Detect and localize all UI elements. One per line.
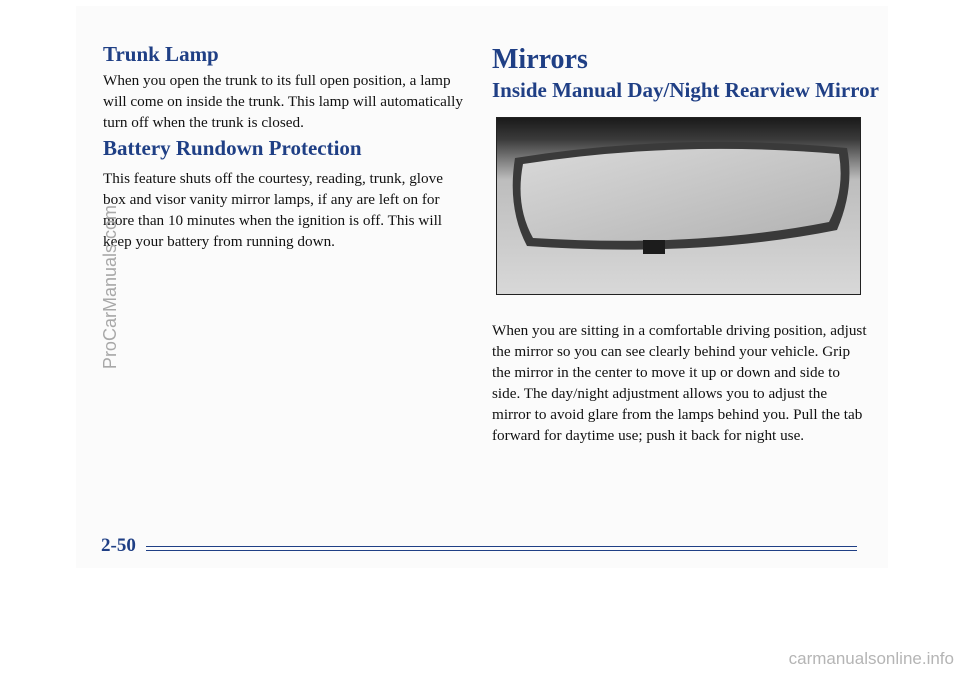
rearview-mirror-paragraph: When you are sitting in a comfortable driving position, adjust the mirror so you can see clearly behind your vehicle. Grip the mirror in the center to move it up or down and side to side. The day/night adjustment allows you to adjust the mirror to avoid glare from the lamps behind you. Pull the tab forward for daytime use; push it back for night use. bbox=[492, 322, 867, 444]
bottom-watermark: carmanualsonline.info bbox=[788, 649, 954, 668]
mirrors-section-heading: Mirrors bbox=[492, 44, 588, 75]
trunk-lamp-paragraph: When you open the trunk to its full open position, a lamp will come on inside the trunk. This lamp will automatically turn off when the trunk is closed. bbox=[103, 72, 463, 131]
battery-rundown-paragraph: This feature shuts off the courtesy, reading, trunk, glove box and visor vanity mirror lamps, if any are left on for more than 10 minutes when the ignition is off. This will keep your battery from running down. bbox=[103, 170, 443, 250]
rearview-mirror-photo bbox=[496, 117, 861, 295]
battery-rundown-heading: Battery Rundown Protection bbox=[103, 136, 362, 160]
footer-rule-secondary bbox=[146, 550, 857, 551]
footer-rule bbox=[146, 546, 857, 547]
rearview-mirror-illustration bbox=[497, 118, 860, 294]
side-watermark: ProCarManuals.com bbox=[100, 205, 120, 370]
trunk-lamp-heading: Trunk Lamp bbox=[103, 42, 219, 66]
rearview-mirror-heading: Inside Manual Day/Night Rearview Mirror bbox=[492, 78, 879, 102]
page-number: 2-50 bbox=[101, 535, 136, 556]
